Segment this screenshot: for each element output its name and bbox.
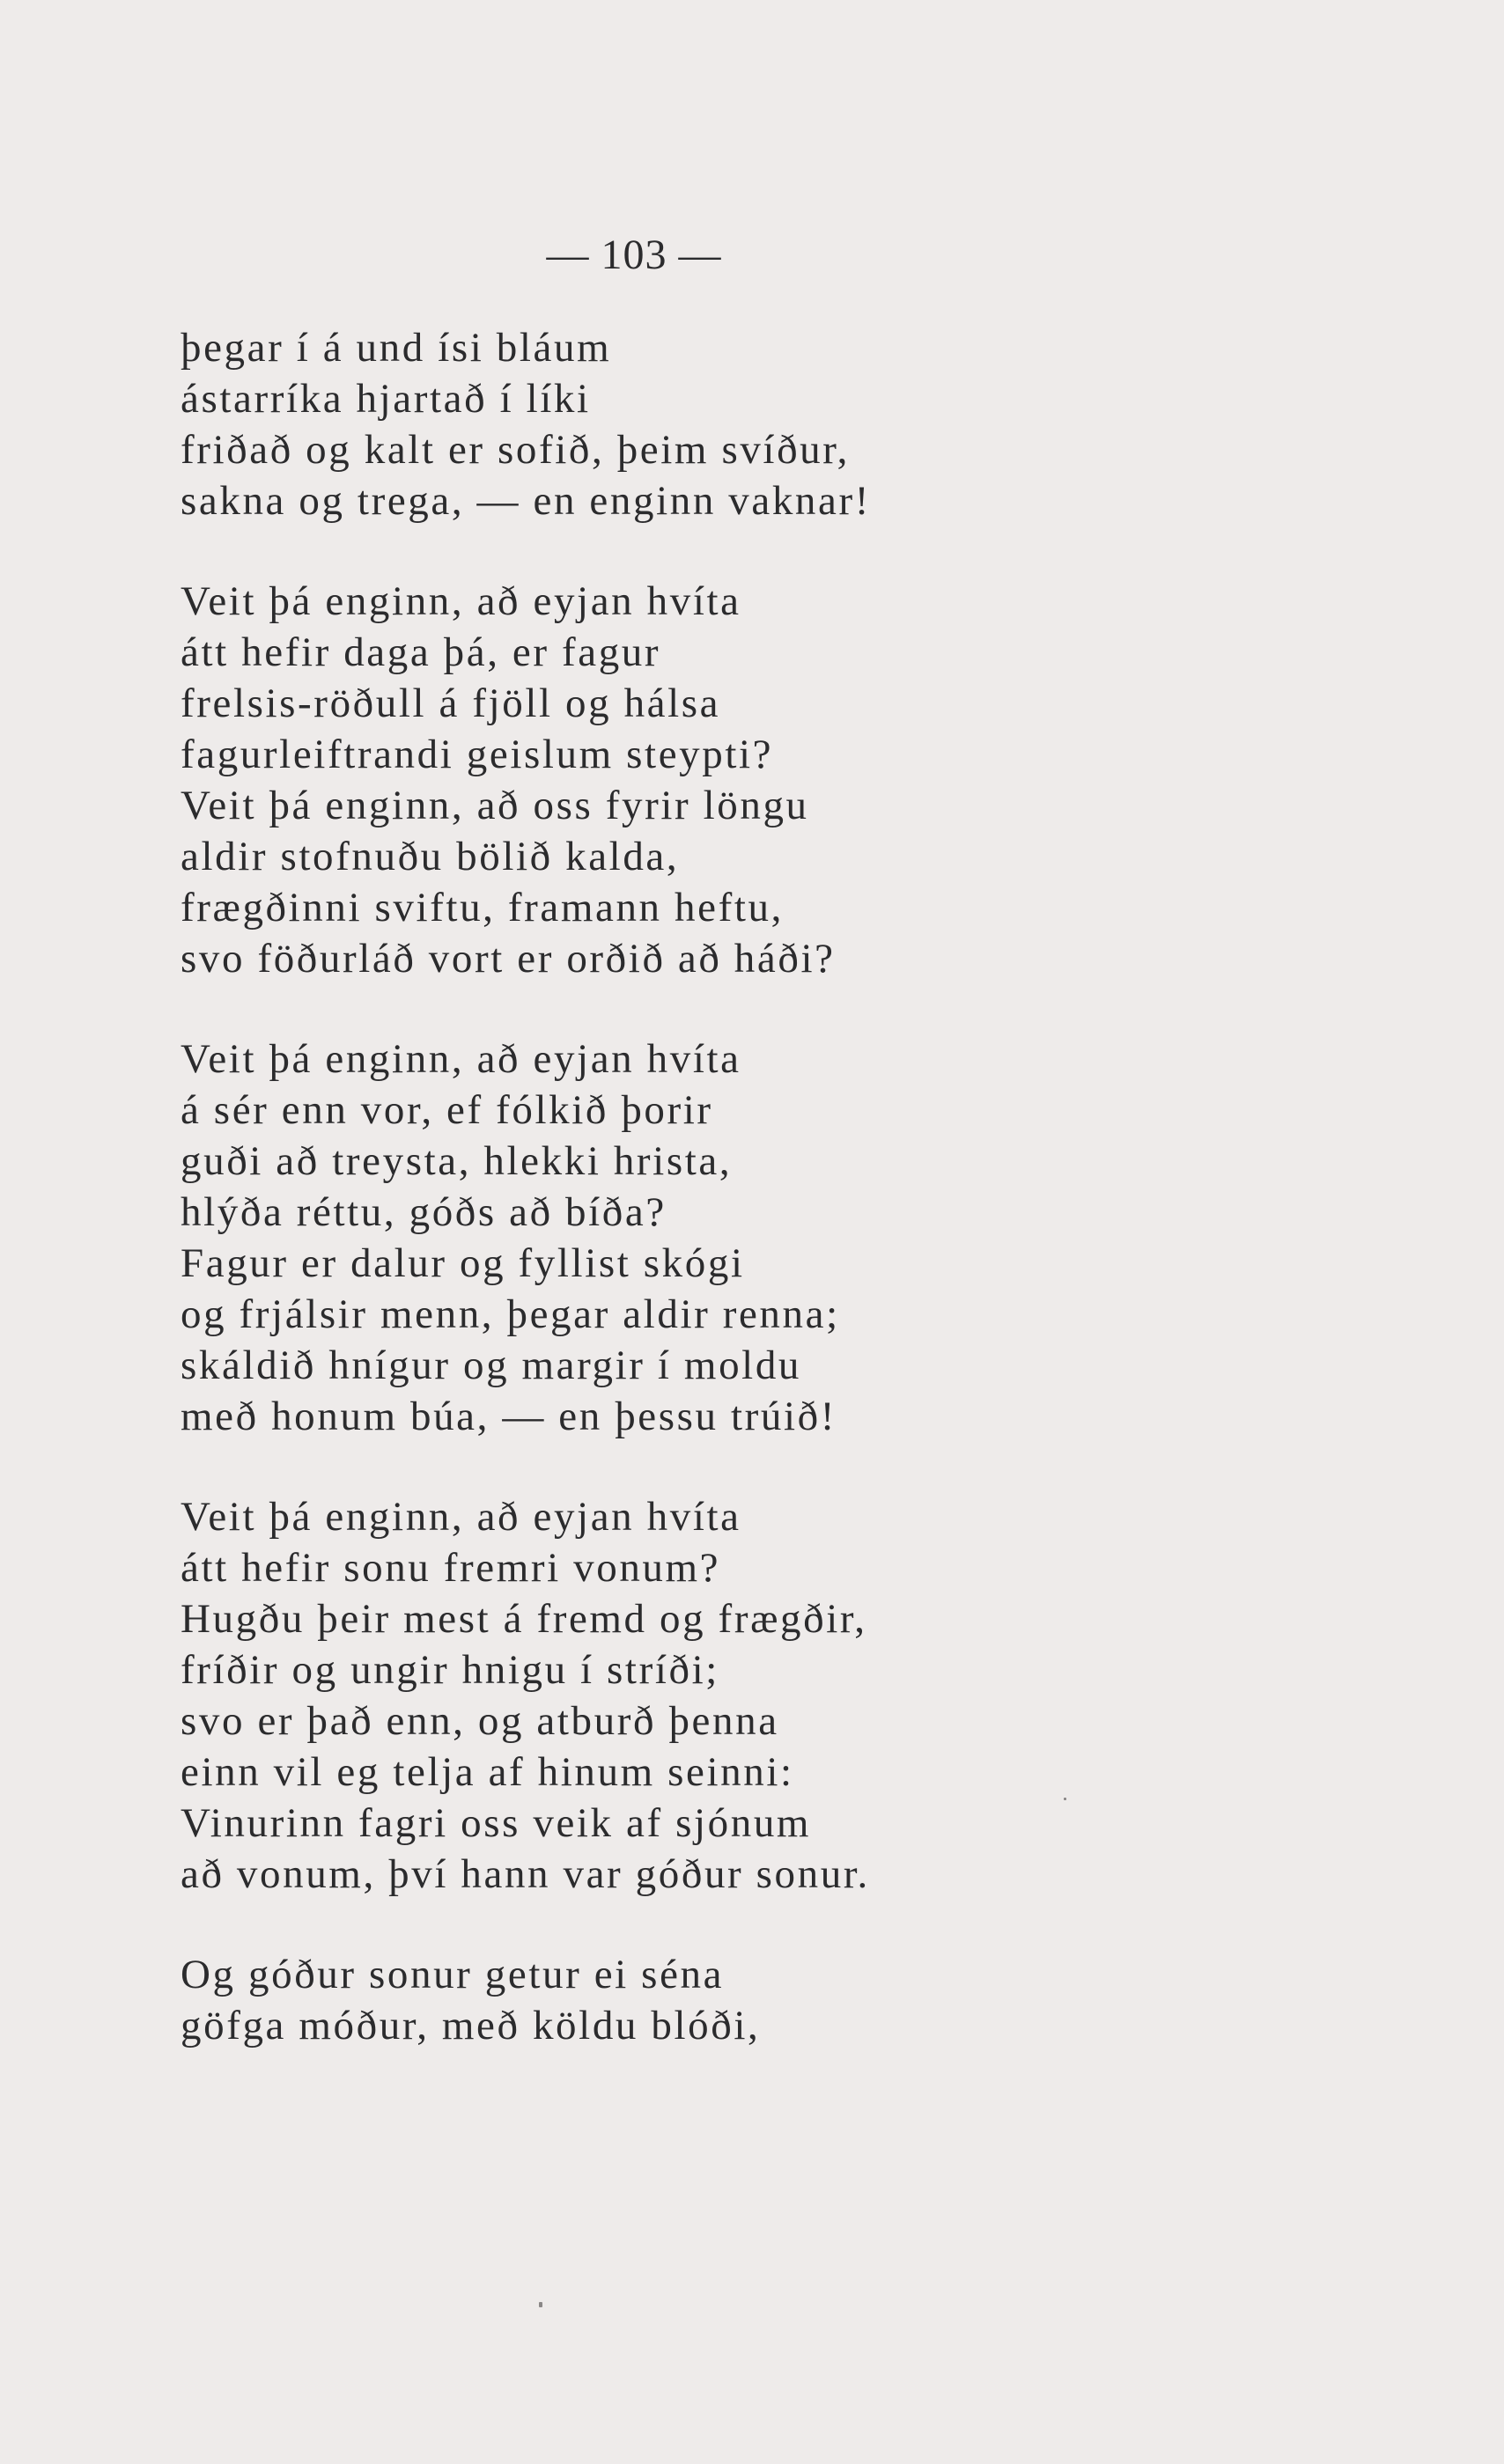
page-number: — 103 — [546,232,722,278]
poem-line: Veit þá enginn, að eyjan hvíta [181,1036,741,1082]
stanza-gap [181,1442,1290,1491]
poem-line: guði að treysta, hlekki hrista, [181,1138,733,1184]
poem-line: þegar í á und ísi bláum [181,325,612,371]
poem-line: Vinurinn fagri oss veik af sjónum [181,1800,812,1846]
poem-line: skáldið hnígur og margir í moldu [181,1342,802,1388]
poem-line: með honum búa, — en þessu trúið! [181,1394,837,1439]
stanza-gap [181,984,1290,1033]
poem-line: að vonum, því hann var góður sonur. [181,1851,870,1897]
poem-line: Veit þá enginn, að eyjan hvíta [181,578,741,624]
stanza-1 [181,322,1290,526]
paper-speck [539,2302,542,2307]
poem-line: og frjálsir menn, þegar aldir renna; [181,1291,840,1337]
poem-line: Veit þá enginn, að oss fyrir löngu [181,783,809,828]
poem-line: einn vil eg telja af hinum seinni: [181,1749,794,1795]
poem-line: hlýða réttu, góðs að bíða? [181,1189,667,1235]
poem-line: sakna og trega, — en enginn vaknar! [181,478,871,524]
stanza-gap [181,526,1290,576]
poem-body [181,322,1290,2051]
poem-line: frægðinni sviftu, framann heftu, [181,885,784,930]
poem-line: átt hefir sonu fremri vonum? [181,1545,721,1591]
poem-line: aldir stofnuðu bölið kalda, [181,834,680,879]
poem-line: Veit þá enginn, að eyjan hvíta [181,1494,741,1540]
paper-speck [1064,1798,1066,1800]
poem-line: göfga móður, með köldu blóði, [181,2003,761,2048]
poem-line: frelsis-röðull á fjöll og hálsa [181,680,721,726]
stanza-3 [181,1033,1290,1442]
stanza-2 [181,576,1290,984]
poem-line: fagurleiftrandi geislum steypti? [181,732,774,777]
poem-line: Og góður sonur getur ei séna [181,1952,725,1997]
poem-line: á sér enn vor, ef fólkið þorir [181,1087,713,1133]
poem-line: Fagur er dalur og fyllist skógi [181,1240,745,1286]
poem-line: fríðir og ungir hnigu í stríði; [181,1647,719,1693]
stanza-5 [181,1949,1290,2051]
stanza-4 [181,1491,1290,1900]
poem-line: ástarríka hjartað í líki [181,376,591,422]
poem-line: svo er það enn, og atburð þenna [181,1698,779,1744]
poem-line: átt hefir daga þá, er fagur [181,629,661,675]
poem-line: Hugðu þeir mest á fremd og frægðir, [181,1596,867,1642]
stanza-gap [181,1900,1290,1949]
poem-line: friðað og kalt er sofið, þeim svíður, [181,427,851,473]
poem-line: svo föðurláð vort er orðið að háði? [181,936,836,982]
